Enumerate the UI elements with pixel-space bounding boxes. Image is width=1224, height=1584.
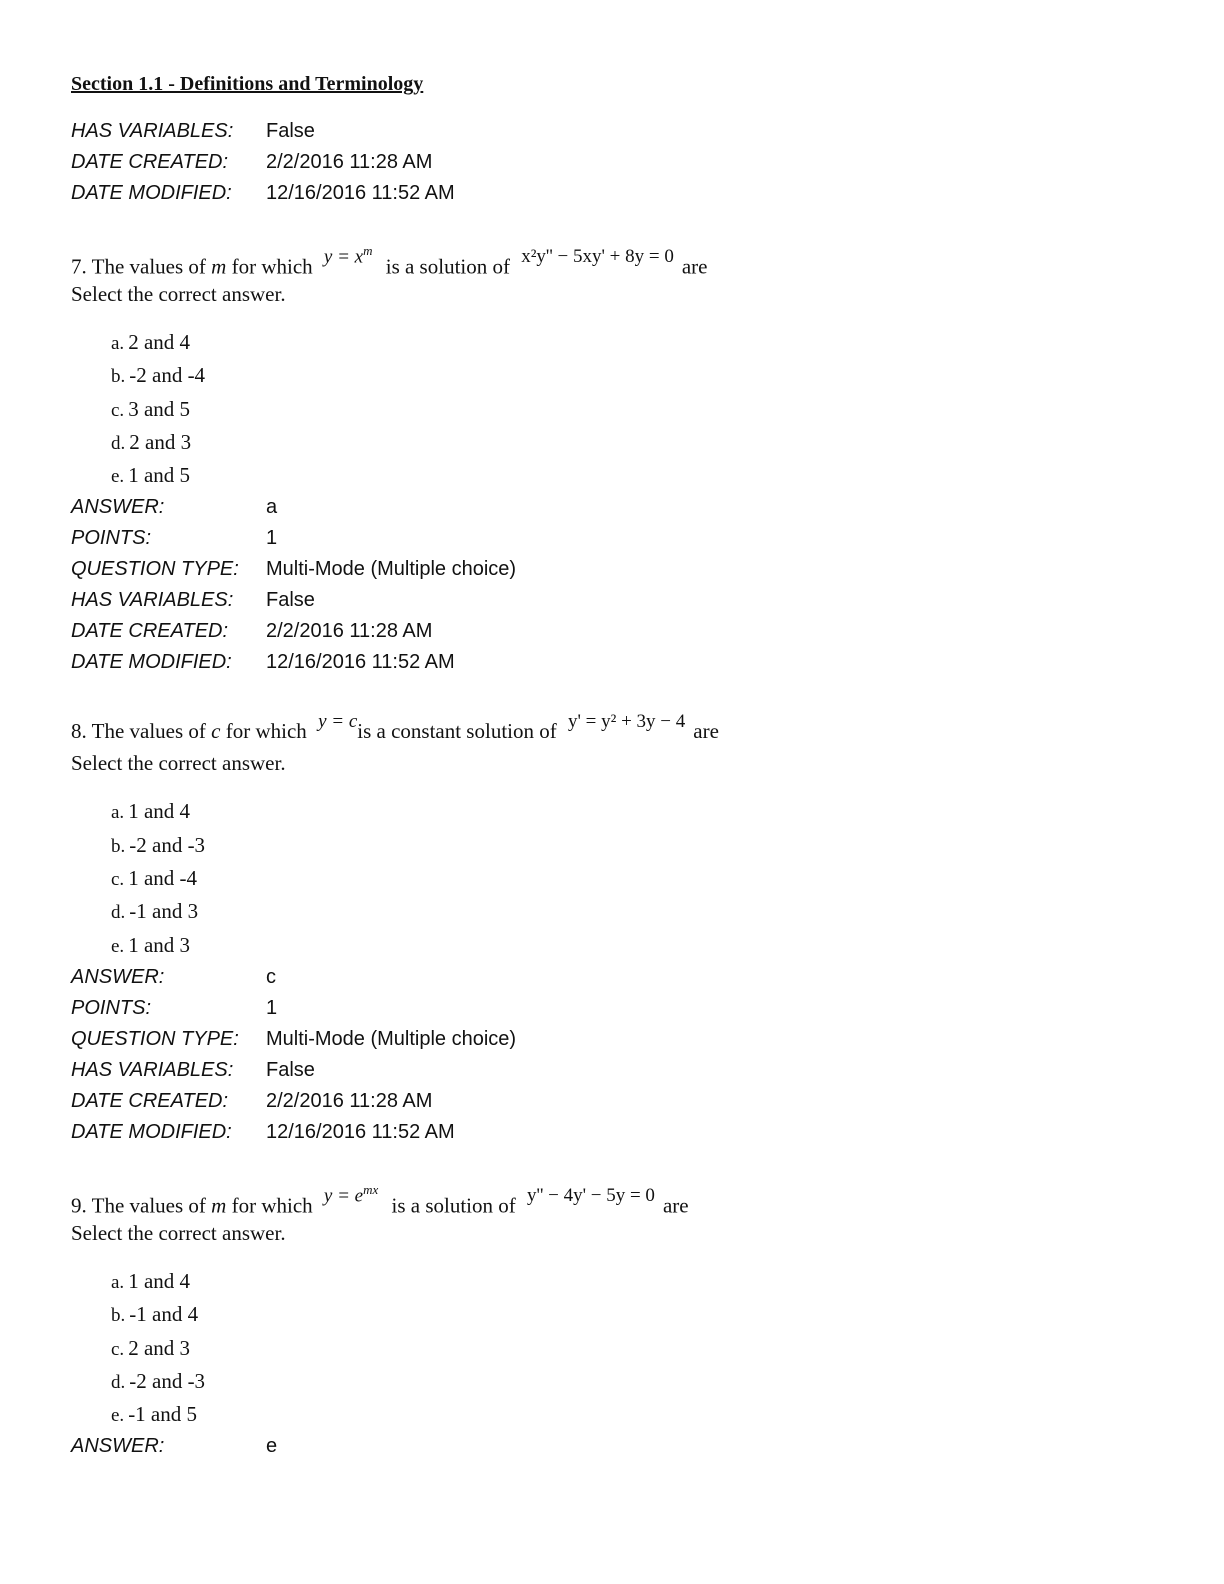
meta-row: QUESTION TYPE: Multi-Mode (Multiple choice) — [71, 1027, 517, 1050]
choice-a: a. 1 and 4 — [111, 799, 191, 824]
instruction-text: Select the correct answer. — [71, 1220, 286, 1245]
question-7 — [71, 245, 1151, 678]
choice-c: c. 1 and -4 — [111, 866, 198, 891]
answer-choices — [111, 1265, 1151, 1431]
meta-label: HAS VARIABLES: — [71, 120, 234, 142]
question-stem — [71, 1181, 1151, 1218]
choice-a: a. 2 and 4 — [111, 330, 191, 354]
section-title: Section 1.1 - Definitions and Terminology — [71, 73, 424, 95]
question-metadata — [71, 1431, 1151, 1462]
choice-b: b. -2 and -4 — [111, 363, 206, 388]
stem-mid: is a constant solution of — [357, 719, 557, 744]
meta-value: 12/16/2016 11:52 AM — [266, 182, 455, 204]
formula-solution-form: y = c — [318, 711, 358, 733]
meta-row: HAS VARIABLES: False — [71, 1058, 315, 1081]
stem-prefix: 7. The values of — [71, 254, 212, 279]
stem-variable: m — [211, 254, 227, 279]
meta-row: QUESTION TYPE: Multi-Mode (Multiple choice) — [71, 558, 517, 581]
meta-row: DATE MODIFIED: 12/16/2016 11:52 AM — [71, 1120, 455, 1143]
document-page — [71, 70, 1151, 1462]
instruction-text: Select the correct answer. — [71, 282, 286, 306]
question-stem — [71, 245, 1151, 279]
formula-equation: x²y'' − 5xy' + 8y = 0 — [521, 246, 674, 268]
stem-suffix: are — [681, 254, 708, 279]
formula-equation: y' = y² + 3y − 4 — [567, 711, 686, 733]
meta-row — [71, 178, 1151, 209]
choice-d: d. 2 and 3 — [111, 429, 192, 454]
question-metadata — [71, 492, 1151, 678]
meta-row: DATE CREATED: 2/2/2016 11:28 AM — [71, 620, 433, 643]
choice-e: e. -1 and 5 — [111, 1402, 198, 1427]
stem-mid: for which — [226, 254, 313, 279]
choice-b: b. -1 and 4 — [111, 1302, 199, 1327]
meta-row — [71, 147, 1151, 178]
stem-mid: for which — [220, 719, 307, 744]
meta-value: False — [266, 120, 315, 142]
question-8 — [71, 711, 1151, 1147]
formula-solution-form: $y = x^m$ — [323, 243, 373, 268]
meta-row: POINTS: 1 — [71, 527, 278, 550]
choice-e: e. 1 and 5 — [111, 463, 191, 488]
stem-prefix: 9. The values of — [71, 1193, 212, 1218]
question-stem — [71, 711, 1151, 748]
stem-variable: m — [211, 1193, 227, 1218]
instruction-text: Select the correct answer. — [71, 751, 286, 776]
answer-choices — [111, 795, 1151, 961]
choice-e: e. 1 and 3 — [111, 932, 191, 957]
answer-choices — [111, 326, 1151, 492]
meta-row: DATE CREATED: 2/2/2016 11:28 AM — [71, 1089, 433, 1112]
stem-mid: is a solution of — [391, 1193, 516, 1218]
choice-d: d. -2 and -3 — [111, 1368, 206, 1393]
meta-row: ANSWER: e — [71, 1435, 278, 1458]
stem-mid: is a solution of — [385, 254, 510, 279]
meta-row: DATE MODIFIED: 12/16/2016 11:52 AM — [71, 651, 455, 674]
stem-suffix: are — [662, 1193, 689, 1218]
formula-solution-form: $y = e^{mx}$ — [323, 1181, 379, 1207]
meta-value: 2/2/2016 11:28 AM — [266, 151, 433, 173]
question-9 — [71, 1181, 1151, 1462]
choice-c: c. 2 and 3 — [111, 1335, 191, 1360]
choice-c: c. 3 and 5 — [111, 396, 191, 421]
top-metadata — [71, 116, 1151, 209]
meta-row: POINTS: 1 — [71, 996, 278, 1019]
meta-row: HAS VARIABLES: False — [71, 589, 315, 612]
meta-row: ANSWER: a — [71, 496, 278, 519]
stem-variable: c — [211, 719, 221, 744]
formula-equation: y'' − 4y' − 5y = 0 — [527, 1185, 655, 1207]
choice-a: a. 1 and 4 — [111, 1268, 191, 1293]
stem-prefix: 8. The values of — [71, 719, 212, 744]
stem-suffix: are — [693, 719, 719, 744]
stem-mid: for which — [226, 1193, 313, 1218]
choice-d: d. -1 and 3 — [111, 899, 199, 924]
choice-b: b. -2 and -3 — [111, 832, 206, 857]
meta-label: DATE MODIFIED: — [71, 182, 232, 204]
meta-label: DATE CREATED: — [71, 151, 229, 173]
meta-row — [71, 116, 1151, 147]
question-metadata — [71, 962, 1151, 1148]
meta-row: ANSWER: c — [71, 965, 276, 988]
